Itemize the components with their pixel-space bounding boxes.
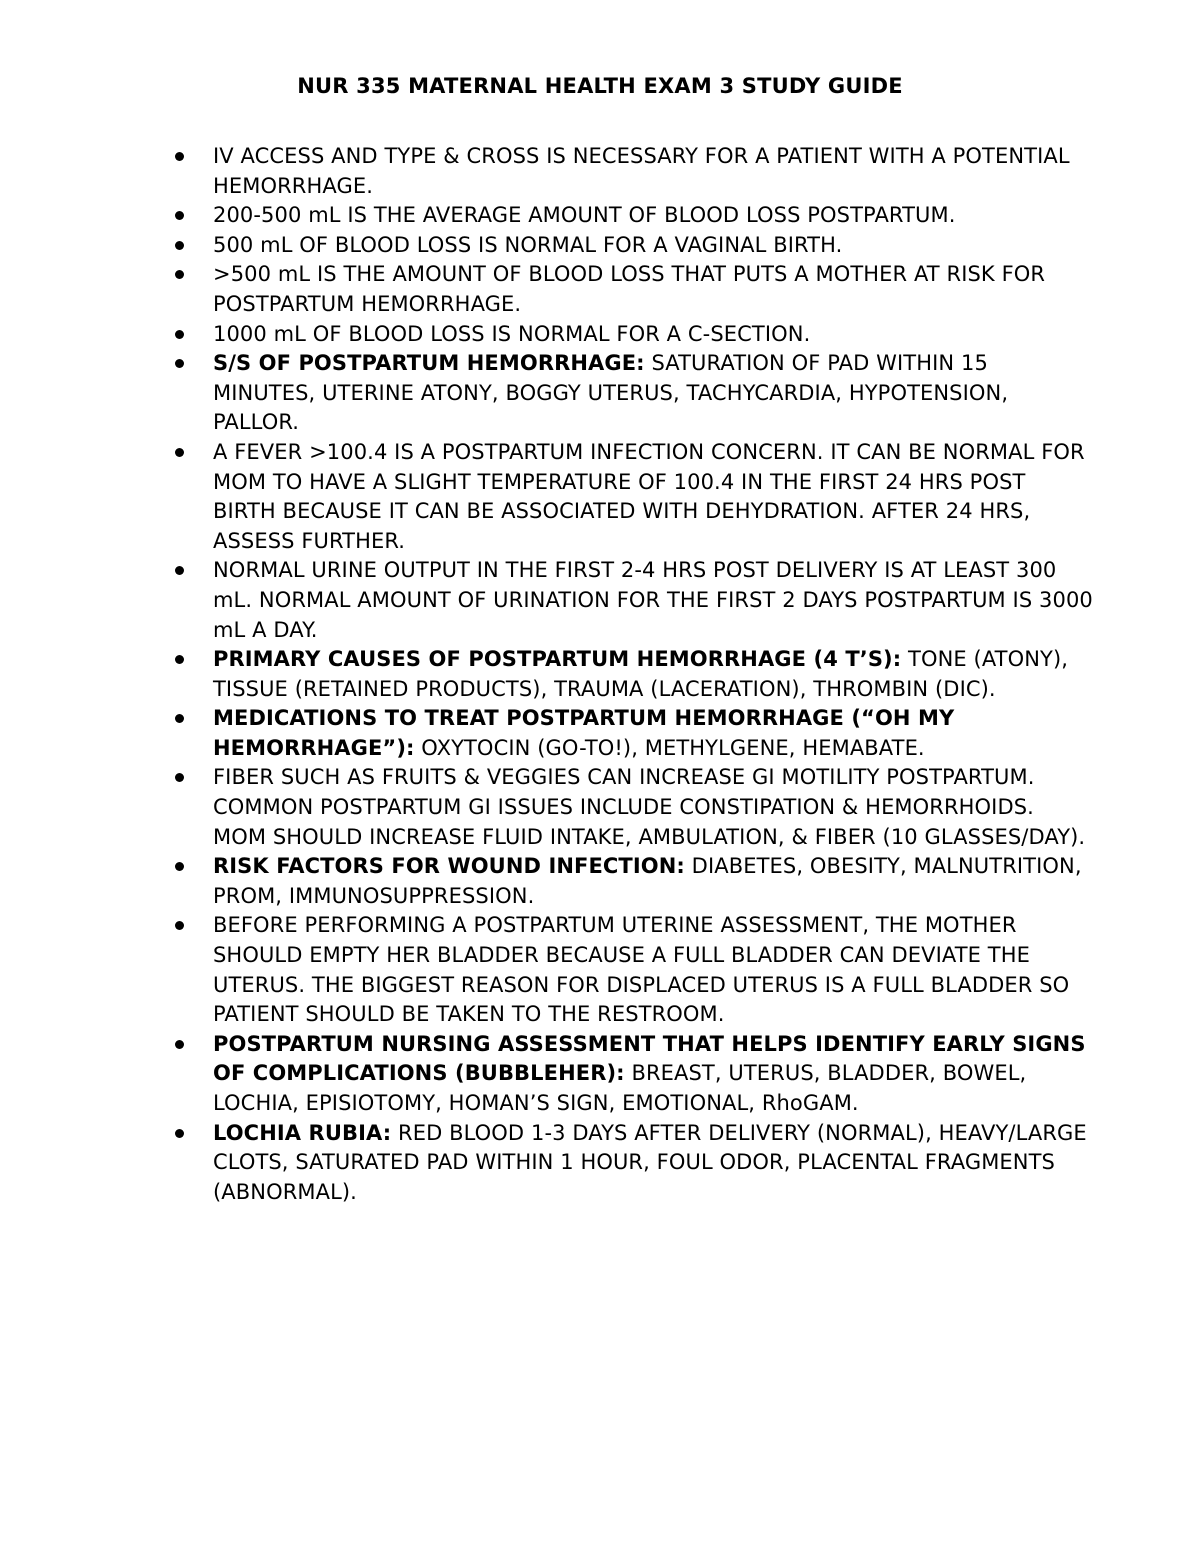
item-heading: LOCHIA RUBIA: (213, 1120, 392, 1145)
bullet-icon (175, 241, 184, 250)
list-item (213, 231, 1093, 261)
list-item (213, 260, 1093, 319)
item-text: BEFORE PERFORMING A POSTPARTUM UTERINE ASSESSMENT, THE MOTHER SHOULD EMPTY HER BLADDER BECAUSE A FULL BLADDER CAN DEVIATE THE UTERUS. THE BIGGEST REASON FOR DISPLACED UTERUS IS A FULL BLADDER SO PATIENT SHOULD BE TAKEN TO THE RESTROOM. (213, 913, 1070, 1027)
list-item (213, 911, 1093, 1029)
list-item (213, 201, 1093, 231)
item-text: BREAST, UTERUS, BLADDER, BOWEL, LOCHIA, EPISIOTOMY, HOMAN’S SIGN, EMOTIONAL, RhoGAM. (213, 1061, 1027, 1115)
list-item (213, 1030, 1093, 1119)
bullet-icon (175, 330, 184, 339)
item-text: 200-500 mL IS THE AVERAGE AMOUNT OF BLOOD LOSS POSTPARTUM. (213, 203, 956, 228)
bullet-icon (175, 270, 184, 279)
item-text: DIABETES, OBESITY, MALNUTRITION, PROM, IMMUNOSUPPRESSION. (213, 854, 1082, 908)
list-item (213, 704, 1093, 763)
item-text: OXYTOCIN (GO-TO!), METHYLGENE, HEMABATE. (414, 735, 925, 760)
list-item (213, 320, 1093, 350)
bullet-icon (175, 566, 184, 575)
item-text: IV ACCESS AND TYPE & CROSS IS NECESSARY FOR A PATIENT WITH A POTENTIAL HEMORRHAGE. (213, 144, 1070, 198)
bullet-icon (175, 862, 184, 871)
item-heading: POSTPARTUM NURSING ASSESSMENT THAT HELPS IDENTIFY EARLY SIGNS OF COMPLICATIONS (BUBBLEHER): (213, 1031, 1086, 1086)
bullet-icon (175, 714, 184, 723)
item-text: 500 mL OF BLOOD LOSS IS NORMAL FOR A VAGINAL BIRTH. (213, 232, 843, 257)
bullet-icon (175, 1040, 184, 1049)
list-item (213, 1119, 1093, 1208)
item-text: FIBER SUCH AS FRUITS & VEGGIES CAN INCREASE GI MOTILITY POSTPARTUM. COMMON POSTPARTUM GI ISSUES INCLUDE CONSTIPATION & HEMORRHOIDS. MOM SHOULD INCREASE FLUID INTAKE, AMBULATION, & FIBER (10 GLASSES/DAY). (213, 765, 1086, 849)
item-text: 1000 mL OF BLOOD LOSS IS NORMAL FOR A C-SECTION. (213, 321, 811, 346)
item-heading: MEDICATIONS TO TREAT POSTPARTUM HEMORRHAGE (“OH MY HEMORRHAGE”): (213, 706, 955, 760)
bullet-icon (175, 448, 184, 457)
bullet-list (213, 142, 1093, 1207)
document-title: NUR 335 MATERNAL HEALTH EXAM 3 STUDY GUIDE (297, 74, 903, 98)
list-item (213, 349, 1093, 438)
item-text: TONE (ATONY), TISSUE (RETAINED PRODUCTS), TRAUMA (LACERATION), THROMBIN (DIC). (213, 647, 1069, 701)
bullet-icon (175, 921, 184, 930)
item-text: NORMAL URINE OUTPUT IN THE FIRST 2-4 HRS POST DELIVERY IS AT LEAST 300 mL. NORMAL AMOUNT OF URINATION FOR THE FIRST 2 DAYS POSTPARTUM IS 3000 mL A DAY. (213, 558, 1093, 642)
list-item (213, 142, 1093, 201)
item-text: SATURATION OF PAD WITHIN 15 MINUTES, UTERINE ATONY, BOGGY UTERUS, TACHYCARDIA, HYPOTENSION, PALLOR. (213, 351, 1009, 435)
item-text: A FEVER >100.4 IS A POSTPARTUM INFECTION CONCERN. IT CAN BE NORMAL FOR MOM TO HAVE A SLIGHT TEMPERATURE OF 100.4 IN THE FIRST 24 HRS POST BIRTH BECAUSE IT CAN BE ASSOCIATED WITH DEHYDRATION. AFTER 24 HRS, ASSESS FURTHER. (213, 439, 1085, 553)
item-heading: RISK FACTORS FOR WOUND INFECTION: (213, 854, 685, 879)
bullet-icon (175, 1129, 184, 1138)
item-text: >500 mL IS THE AMOUNT OF BLOOD LOSS THAT PUTS A MOTHER AT RISK FOR POSTPARTUM HEMORRHAGE. (213, 262, 1046, 316)
list-item (213, 438, 1093, 556)
bullet-icon (175, 359, 184, 368)
item-heading: PRIMARY CAUSES OF POSTPARTUM HEMORRHAGE (4 T’S): (213, 647, 902, 672)
list-item (213, 645, 1093, 704)
item-heading: S/S OF POSTPARTUM HEMORRHAGE: (213, 351, 645, 376)
bullet-icon (175, 773, 184, 782)
list-item (213, 763, 1093, 852)
list-item (213, 556, 1093, 645)
item-text: RED BLOOD 1-3 DAYS AFTER DELIVERY (NORMAL), HEAVY/LARGE CLOTS, SATURATED PAD WITHIN 1 HOUR, FOUL ODOR, PLACENTAL FRAGMENTS (ABNORMAL). (213, 1120, 1087, 1204)
bullet-icon (175, 152, 184, 161)
list-item (213, 852, 1093, 911)
bullet-icon (175, 655, 184, 664)
bullet-icon (175, 211, 184, 220)
